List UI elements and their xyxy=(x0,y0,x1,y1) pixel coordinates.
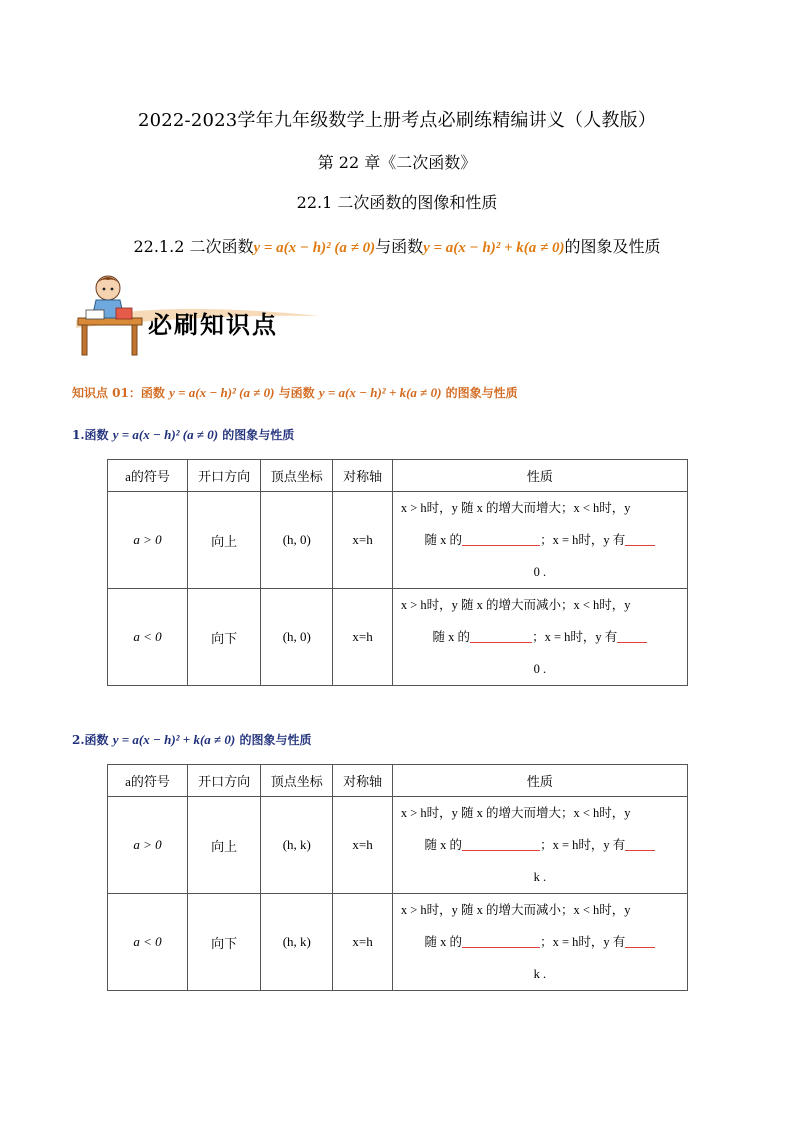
fill-blank-monotonic[interactable] xyxy=(470,630,532,643)
fill-blank-monotonic[interactable] xyxy=(462,838,540,851)
section-1-formula: y = a(x − h)² (a ≠ 0) xyxy=(112,427,219,442)
properties-cell xyxy=(392,797,687,894)
section-2-formula: y = a(x − h)² + k(a ≠ 0) xyxy=(112,732,236,747)
kp-mid: 与函数 xyxy=(278,386,315,400)
property-line-1: x > h时，y 随 x 的增大而增大；x < h时，y xyxy=(400,806,631,820)
property-line-3: k . xyxy=(533,870,547,884)
property-text-b: ；x = h时，y 有 xyxy=(540,935,626,949)
property-text-b: ；x = h时，y 有 xyxy=(540,838,626,852)
property-line-2 xyxy=(401,926,679,958)
document-title: 2022-2023学年九年级数学上册考点必刷练精编讲义（人教版） xyxy=(137,110,657,131)
sign-cell: a > 0 xyxy=(108,492,188,589)
header-direction: 开口方向 xyxy=(188,460,261,492)
section-1-heading xyxy=(72,426,294,443)
axis-cell: x=h xyxy=(333,894,392,991)
property-line-1: x > h时，y 随 x 的增大而减小；x < h时，y xyxy=(400,903,631,917)
axis-cell: x=h xyxy=(333,589,392,686)
subsection-suffix: 的图象及性质 xyxy=(564,237,661,256)
formula-2: y = a(x − h)² + k(a ≠ 0) xyxy=(423,240,565,256)
header-direction: 开口方向 xyxy=(188,765,261,797)
axis-cell: x=h xyxy=(333,492,392,589)
property-line-3: 0 . xyxy=(533,662,547,676)
direction-cell: 向上 xyxy=(188,492,261,589)
subsection-prefix: 22.1.2 二次函数 xyxy=(133,237,254,256)
formula-1: y = a(x − h)² (a ≠ 0) xyxy=(253,240,376,256)
table-header-row xyxy=(108,460,688,492)
property-line-2 xyxy=(401,829,679,861)
properties-table-2 xyxy=(107,764,688,991)
direction-cell: 向下 xyxy=(188,589,261,686)
fill-blank-extreme[interactable] xyxy=(617,630,647,643)
kp-suffix: 的图象与性质 xyxy=(445,386,518,400)
fill-blank-monotonic[interactable] xyxy=(462,533,540,546)
fill-blank-monotonic[interactable] xyxy=(462,935,540,948)
property-text-a: 随 x 的 xyxy=(424,838,463,852)
property-text-b: ；x = h时，y 有 xyxy=(540,533,626,547)
chapter-title: 第 22 章《二次函数》 xyxy=(317,153,477,172)
property-line-1: x > h时，y 随 x 的增大而增大；x < h时，y xyxy=(400,501,631,515)
section-title: 22.1 二次函数的图像和性质 xyxy=(296,193,498,212)
property-text-a: 随 x 的 xyxy=(424,533,463,547)
property-line-3: k . xyxy=(533,967,547,981)
vertex-cell: (h, k) xyxy=(261,894,333,991)
axis-cell: x=h xyxy=(333,797,392,894)
properties-cell xyxy=(392,894,687,991)
table-row xyxy=(108,589,688,686)
section-2-suffix: 的图象与性质 xyxy=(239,733,312,747)
properties-table-1 xyxy=(107,459,688,686)
vertex-cell: (h, 0) xyxy=(261,589,333,686)
property-line-2 xyxy=(401,524,679,556)
properties-cell xyxy=(392,589,687,686)
sign-cell: a < 0 xyxy=(108,589,188,686)
sign-cell: a < 0 xyxy=(108,894,188,991)
direction-cell: 向上 xyxy=(188,797,261,894)
table-header-row xyxy=(108,765,688,797)
header-axis: 对称轴 xyxy=(333,765,392,797)
subsection-title xyxy=(0,234,794,257)
kp-formula-1: y = a(x − h)² (a ≠ 0) xyxy=(169,385,275,400)
header-sign: a的符号 xyxy=(108,765,188,797)
banner-title: 必刷知识点 xyxy=(148,310,278,339)
section-1-suffix: 的图象与性质 xyxy=(222,428,295,442)
direction-cell: 向下 xyxy=(188,894,261,991)
property-text-b: ；x = h时，y 有 xyxy=(532,630,618,644)
fill-blank-extreme[interactable] xyxy=(625,533,655,546)
header-properties: 性质 xyxy=(392,460,687,492)
table-row xyxy=(108,492,688,589)
knowledge-point-heading xyxy=(72,384,518,401)
section-2-heading xyxy=(72,731,311,748)
header-sign: a的符号 xyxy=(108,460,188,492)
property-text-a: 随 x 的 xyxy=(432,630,471,644)
fill-blank-extreme[interactable] xyxy=(625,935,655,948)
property-line-3: 0 . xyxy=(533,565,547,579)
sign-cell: a > 0 xyxy=(108,797,188,894)
property-line-2 xyxy=(401,621,679,653)
vertex-cell: (h, k) xyxy=(261,797,333,894)
table-row xyxy=(108,797,688,894)
property-line-1: x > h时，y 随 x 的增大而减小；x < h时，y xyxy=(400,598,631,612)
table-row xyxy=(108,894,688,991)
properties-cell xyxy=(392,492,687,589)
vertex-cell: (h, 0) xyxy=(261,492,333,589)
property-text-a: 随 x 的 xyxy=(424,935,463,949)
section-1-prefix: 1.函数 xyxy=(72,428,109,442)
header-properties: 性质 xyxy=(392,765,687,797)
header-axis: 对称轴 xyxy=(333,460,392,492)
header-vertex: 顶点坐标 xyxy=(261,460,333,492)
kp-formula-2: y = a(x − h)² + k(a ≠ 0) xyxy=(318,385,442,400)
header-vertex: 顶点坐标 xyxy=(261,765,333,797)
fill-blank-extreme[interactable] xyxy=(625,838,655,851)
kp-label: 知识点 01：函数 xyxy=(72,386,165,400)
subsection-mid: 与函数 xyxy=(375,237,424,256)
section-2-prefix: 2.函数 xyxy=(72,733,109,747)
